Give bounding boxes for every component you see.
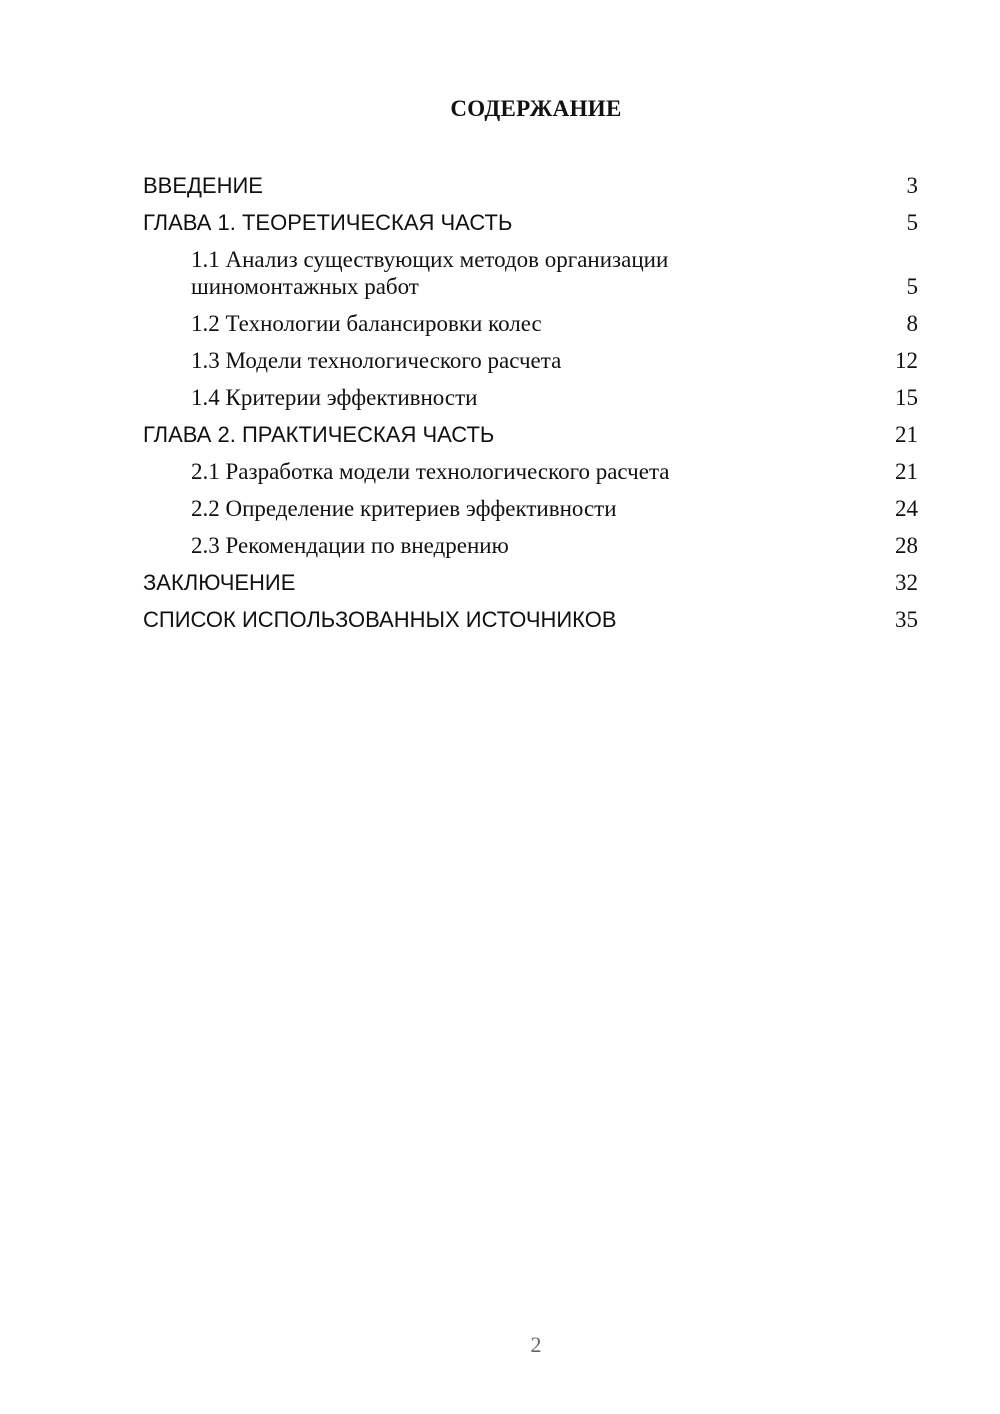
toc-entry-page: 8	[906, 311, 918, 336]
toc-entry-chapter-2[interactable]	[143, 416, 918, 453]
page-number: 2	[530, 1332, 542, 1357]
toc-entry-page: 12	[895, 348, 918, 373]
toc-entry-label: ГЛАВА 1. ТЕОРЕТИЧЕСКАЯ ЧАСТЬ	[143, 210, 513, 235]
toc-entry-section-2-3[interactable]	[143, 527, 918, 564]
toc-entry-label: 1.1 Анализ существующих методов организации шиномонтажных работ	[191, 247, 669, 299]
toc-entry-section-1-1[interactable]	[143, 241, 918, 305]
toc-entry-page: 21	[895, 422, 918, 447]
toc-title: СОДЕРЖАНИЕ	[450, 96, 622, 121]
toc-entry-page: 28	[895, 533, 918, 558]
toc-entry-conclusion[interactable]	[143, 564, 918, 601]
toc-entry-page: 3	[906, 173, 918, 198]
toc-entry-section-2-1[interactable]	[143, 453, 918, 490]
toc-entry-label: ЗАКЛЮЧЕНИЕ	[143, 570, 296, 595]
toc-entry-section-2-2[interactable]	[143, 490, 918, 527]
toc-entry-label: ГЛАВА 2. ПРАКТИЧЕСКАЯ ЧАСТЬ	[143, 422, 495, 447]
toc-entry-page: 32	[895, 570, 918, 595]
toc-entry-page: 21	[895, 459, 918, 484]
toc-entry-section-1-3[interactable]	[143, 342, 918, 379]
toc-entry-chapter-1[interactable]	[143, 204, 918, 241]
toc-entry-page: 5	[906, 210, 918, 235]
table-of-contents	[143, 167, 918, 638]
toc-entry-label: ВВЕДЕНИЕ	[143, 173, 263, 198]
toc-entry-references[interactable]	[143, 601, 918, 638]
toc-entry-section-1-2[interactable]	[143, 305, 918, 342]
toc-entry-label: 2.3 Рекомендации по внедрению	[191, 533, 509, 558]
toc-entry-label: 1.2 Технологии балансировки колес	[191, 311, 542, 336]
toc-entry-page: 15	[895, 385, 918, 410]
toc-entry-page: 24	[895, 496, 918, 521]
toc-entry-label: 1.4 Критерии эффективности	[191, 385, 478, 410]
toc-entry-label: 1.3 Модели технологического расчета	[191, 348, 562, 373]
toc-entry-label: 2.1 Разработка модели технологического расчета	[191, 459, 670, 484]
toc-entry-introduction[interactable]	[143, 167, 918, 204]
toc-entry-section-1-4[interactable]	[143, 379, 918, 416]
toc-entry-page: 5	[906, 274, 918, 299]
toc-entry-page: 35	[895, 607, 918, 632]
toc-entry-label: СПИСОК ИСПОЛЬЗОВАННЫХ ИСТОЧНИКОВ	[143, 607, 617, 632]
toc-entry-label: 2.2 Определение критериев эффективности	[191, 496, 617, 521]
